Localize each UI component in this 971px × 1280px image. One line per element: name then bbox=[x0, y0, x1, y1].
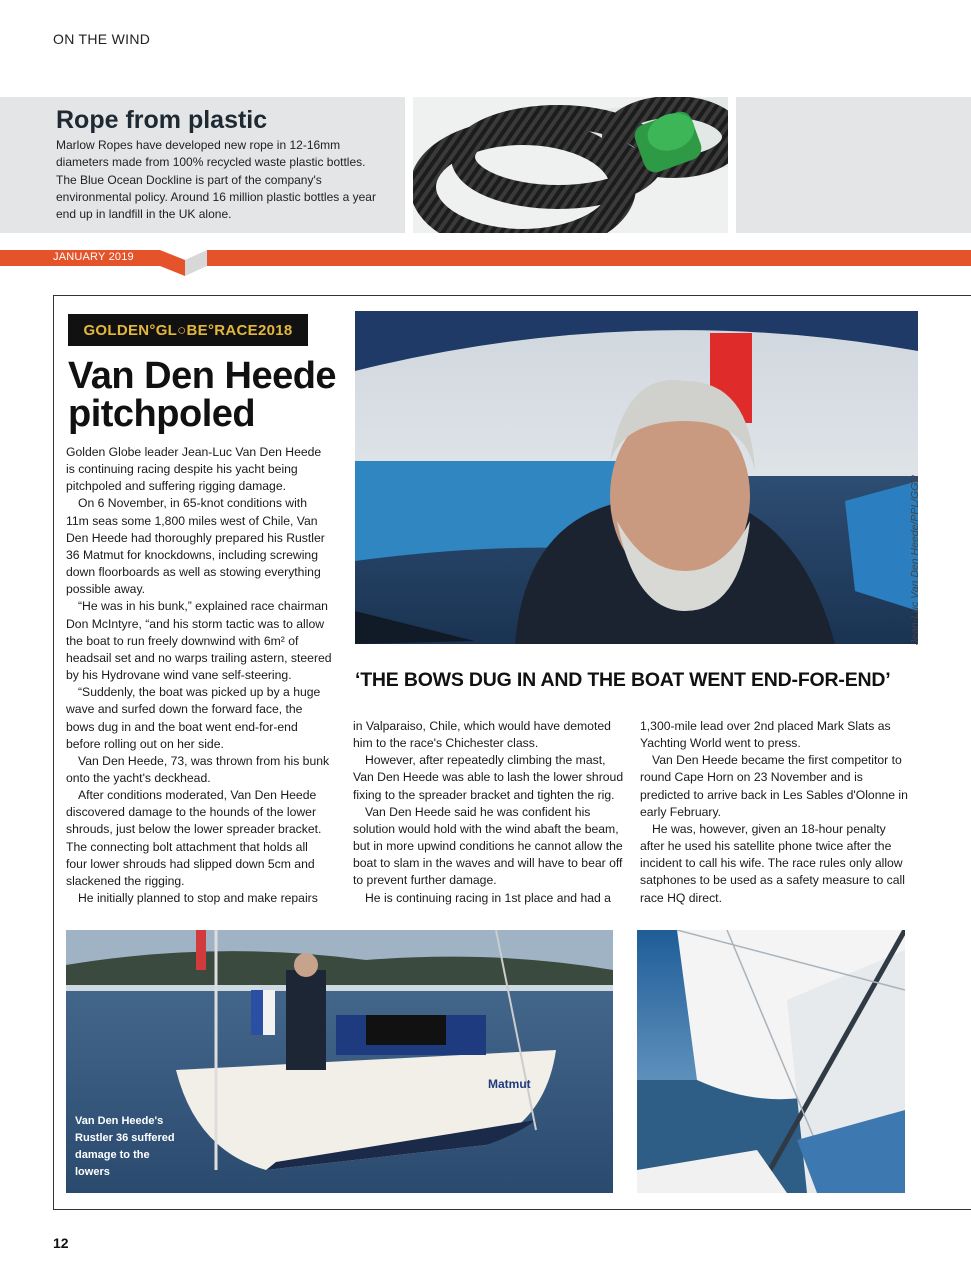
rope-panel-right bbox=[736, 97, 971, 233]
rope-body: Marlow Ropes have developed new rope in 12-16mm diameters made from 100% recycled waste plastic bottles. The Blue Ocean Dockline is part of the company's environmental policy. Around 16 million plastic bottles a year end up in landfill in the UK alone. bbox=[56, 138, 376, 222]
paragraph: Van Den Heede, 73, was thrown from his bunk onto the yacht's deckhead. bbox=[66, 753, 330, 785]
paragraph: 1,300-mile lead over 2nd placed Mark Slats as Yachting World went to press. bbox=[640, 719, 891, 751]
skipper-photo bbox=[355, 311, 918, 644]
hull-name: Matmut bbox=[488, 1077, 531, 1091]
article-column-3 bbox=[640, 718, 908, 907]
paragraph: Golden Globe leader Jean-Luc Van Den Heede is continuing racing despite his yacht being pitchpoled and suffering rigging damage. bbox=[66, 445, 322, 494]
golden-globe-race-logo: GOLDEN°GL○BE°RACE2018 bbox=[68, 314, 308, 346]
headline-line-2: pitchpoled bbox=[68, 393, 256, 435]
paragraph: However, after repeatedly climbing the mast, Van Den Heede was able to lash the lower shroud fixing to the spreader bracket and tighten the rig. bbox=[353, 753, 624, 802]
paragraph: “He was in his bunk,” explained race chairman Don McIntyre, “and his storm tactic was to allow the boat to run freely downwind with 6m² of headsail set and no warps trailing astern, steered by his Hydrovane wind vane self-steering. bbox=[66, 599, 332, 683]
paragraph: in Valparaiso, Chile, which would have demoted him to the race's Chichester class. bbox=[353, 719, 611, 751]
photo-credit: Jean-Luc Van Den Heede/PPL/GGR bbox=[909, 474, 921, 645]
paragraph: Van Den Heede became the first competitor to round Cape Horn on 23 November and is predicted to arrive back in Les Sables d'Olonne in early February. bbox=[640, 753, 908, 819]
section-label: ON THE WIND bbox=[53, 31, 151, 47]
page-number: 12 bbox=[53, 1235, 69, 1251]
pull-quote: ‘THE BOWS DUG IN AND THE BOAT WENT END-FOR-END’ bbox=[355, 669, 891, 691]
paragraph: On 6 November, in 65-knot conditions with 11m seas some 1,800 miles west of Chile, Van Den Heede had thoroughly prepared his Rustler 36 Matmut for knockdowns, including screwing down floorboards as well as stowing everything possible away. bbox=[66, 496, 325, 597]
article-column-2 bbox=[353, 718, 625, 907]
headline bbox=[68, 357, 336, 433]
paragraph: He is continuing racing in 1st place and had a bbox=[365, 890, 611, 905]
paragraph: “Suddenly, the boat was picked up by a huge wave and surfed down the forward face, the bows dug in and the boat went end-for-end before rolling out on her side. bbox=[66, 685, 321, 751]
date-bar bbox=[0, 250, 971, 276]
date-label: JANUARY 2019 bbox=[53, 251, 134, 263]
paragraph: He initially planned to stop and make repairs bbox=[78, 891, 318, 906]
paragraph: After conditions moderated, Van Den Heede discovered damage to the hounds of the lower shrouds, just below the lower spreader bracket. The connecting bolt attachment that holds all four lower shrouds had slipped down 5cm and slackened the rigging. bbox=[66, 788, 322, 888]
rope-title: Rope from plastic bbox=[56, 106, 268, 134]
paragraph: Van Den Heede said he was confident his solution would hold with the wind abaft the beam, but in more upwind conditions he cannot allow the boat to slam in the waves and will have to bear off to prevent further damage. bbox=[353, 804, 623, 888]
article-column-1 bbox=[66, 444, 332, 907]
photo-caption: Van Den Heede's Rustler 36 suffered damage to the lowers bbox=[75, 1115, 175, 1178]
paragraph: He was, however, given an 18-hour penalty after he used his satellite phone twice after the incident to call his wife. The race rules only allow satphones to be used as a safety measure to call race HQ direct. bbox=[640, 821, 905, 905]
rope-photo bbox=[413, 97, 728, 233]
headline-line-1: Van Den Heede bbox=[68, 355, 337, 397]
sails-photo bbox=[637, 930, 905, 1193]
